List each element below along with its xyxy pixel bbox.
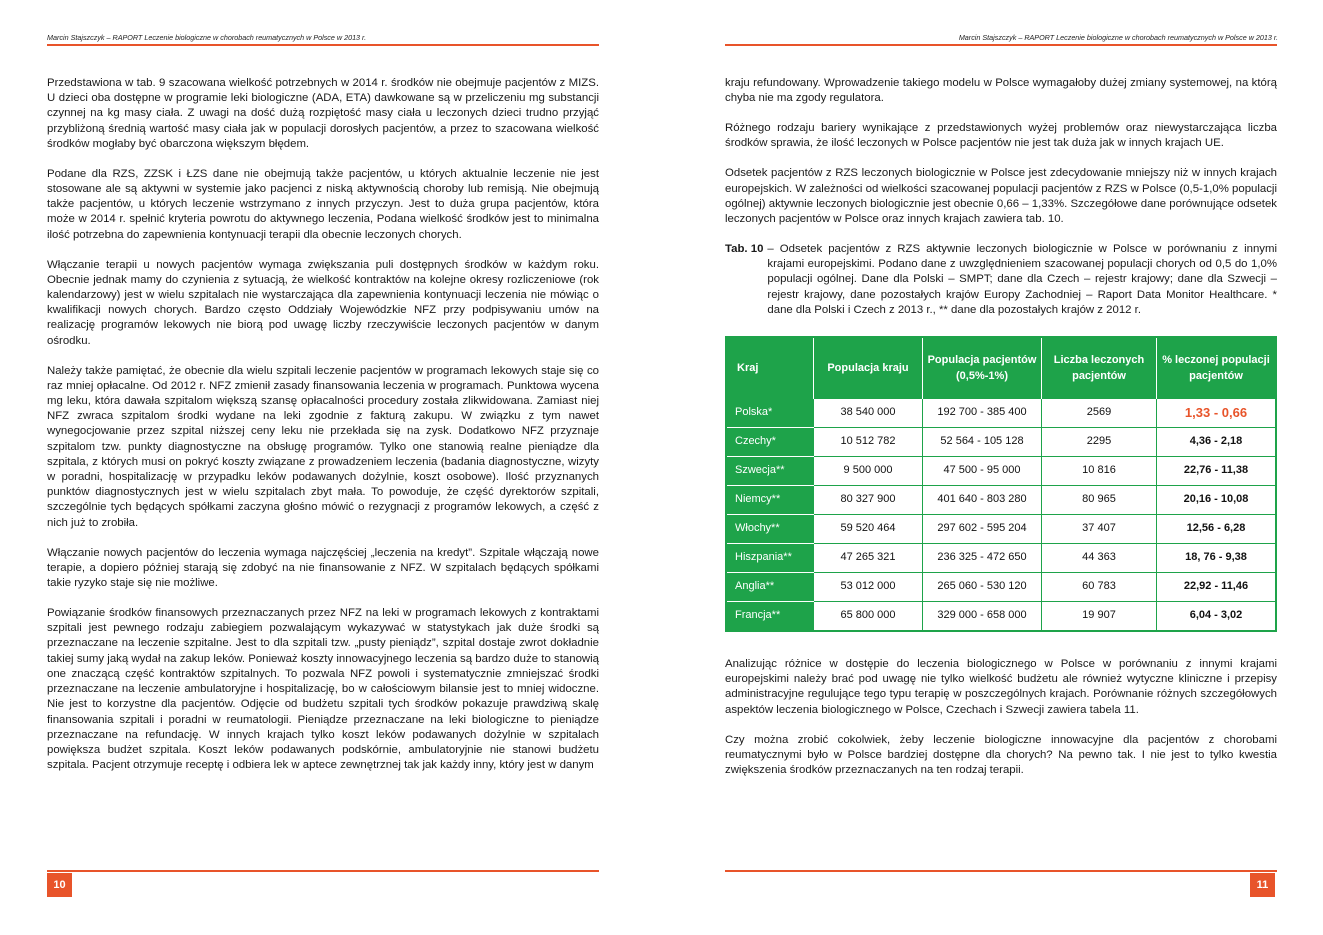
cell-patient-population: 47 500 - 95 000 [923,457,1042,486]
cell-country: Hiszpania** [726,544,814,573]
cell-patient-population: 329 000 - 658 000 [923,602,1042,632]
paragraph: Powiązanie środków finansowych przeznaczanych przez NFZ na leki w programach lekowych z kontraktami szpitali jest pewnego rodzaju zabiegiem pozwalającym wykazywać w statystykach jak duże środki są przeznaczane na leczenie szpitalne. Jest to dla szpitali tzw. „pusty pieniądz”, szpital dostaje zwrot dokładnie takiej sumy jaką wydał na zakup leków. Ponieważ koszty innowacyjnego leczenia są bardzo duże to stanowią one znaczącą część kontraktów szpitalnych. To pozwala NFZ powoli i systematycznie zmniejszać środki przeznaczane na leczenie ambulatoryjne i hospitalizację, bo w całościowym bilansie jest to mniej widoczne. Nie jest to korzystne dla pacjentów. Odjęcie od budżetu szpitali tych środków pokazuje prawdziwą skalę finansowania szpitali i poradni w reumatologii. Pieniądze przeznaczane na leki biologiczne to pieniądze przeznaczane na refundację. W innych krajach tylko koszt leków podawanych dożylnie w szpitalach powiększa budżet szpitala. Koszt leków podawanych podskórnie, ambulatoryjnie nie stanowi budżetu szpitala. Pacjent otrzymuje receptę i odbiera lek w aptece zewnętrznej tak jak każdy inny, który jest w danym [47,607,599,772]
table-row [726,602,1276,632]
footer-rule-right [725,870,1277,872]
header-rule-left [47,44,599,46]
comparison-table [725,336,1277,632]
paragraph: Podane dla RZS, ZZSK i ŁZS dane nie obejmują także pacjentów, u których aktualnie leczenie nie jest stosowane ale są aktywni w systemie jako pacjenci z niską aktywnością choroby lub remisją. Nie obejmują także pacjentów, u których leczenie wstrzymano z innych przyczyn. Jest to duża grupa pacjentów, która może w 2014 r. spełnić kryteria powrotu do aktywnego leczenia, Podana wielkość środków jest to minimalna ilość potrzebna do zapewnienia kontynuacji terapii dla obecnie leczonych chorych. [47,167,599,241]
cell-patient-population: 401 640 - 803 280 [923,486,1042,515]
cell-treated-percent: 12,56 - 6,28 [1157,515,1277,544]
cell-treated-percent: 1,33 - 0,66 [1157,399,1277,428]
table-row [726,486,1276,515]
table-row [726,399,1276,428]
cell-treated-count: 60 783 [1042,573,1157,602]
cell-country: Anglia** [726,573,814,602]
cell-treated-percent: 4,36 - 2,18 [1157,428,1277,457]
paragraph: Przedstawiona w tab. 9 szacowana wielkość potrzebnych w 2014 r. środków nie obejmuje pacjentów z MIZS. U dzieci oba dostępne w programie leki biologiczne (ADA, ETA) dawkowane są w przeliczeniu mg substancji czynnej na kg masy ciała. Z uwagi na dość dużą rozpiętość masy ciała u leczonych dzieci trudno przyjąć przybliżoną średnią wartość masy ciała jak w populacji dorosłych pacjentów, a przez to szacowana wielkość środków mogłaby być obarczona większym błędem. [47,77,599,150]
table-caption-text: – Odsetek pacjentów z RZS aktywnie leczonych biologicznie w Polsce w porównaniu z innymi krajami europejskimi. Podano dane z uwzględnieniem szacowanej populacji chorych od 0,5 do 1,0% populacji ogólnej. Dane dla Polski – SMPT; dane dla Czech – rejestr krajowy; dane dla Szwecji – rejestr krajowy, dane pozostałych krajów Europy Zachodniej – Raport Data Monitor Healthcare. * dane dla Polski i Czech z 2013 r., ** dane dla pozostałych krajów z 2012 r. [767,243,1277,316]
column-header-patient-population: Populacja pacjentów (0,5%-1%) [923,337,1042,399]
paragraph: kraju refundowany. Wprowadzenie takiego modelu w Polsce wymagałoby dużej zmiany systemowej, na którą chyba nie ma zgody regulatora. [725,77,1277,105]
left-page [0,0,661,935]
cell-country: Czechy* [726,428,814,457]
cell-treated-percent: 22,92 - 11,46 [1157,573,1277,602]
cell-patient-population: 52 564 - 105 128 [923,428,1042,457]
cell-treated-count: 2295 [1042,428,1157,457]
table-caption-label: Tab. 10 [725,243,764,256]
cell-population: 59 520 464 [814,515,923,544]
cell-patient-population: 265 060 - 530 120 [923,573,1042,602]
table-row [726,515,1276,544]
right-body-text [725,76,1277,793]
paragraph: Różnego rodzaju bariery wynikające z przedstawionych wyżej problemów oraz niewystarczająca liczba środków sprawia, że ilość leczonych w Polsce pacjentów nie jest tak duża jak w innych krajach UE. [725,122,1277,150]
cell-treated-count: 44 363 [1042,544,1157,573]
table-header-row [726,337,1276,399]
paragraph: Analizując różnice w dostępie do leczenia biologicznego w Polsce w porównaniu z innymi krajami europejskimi należy brać pod uwagę nie tylko wielkość budżetu ale również wytyczne kliniczne i przepisy administracyjne regulujące tego typu terapię w poszczególnych krajach. Porównanie różnych szczegółowych aspektów leczenia biologicznego w Polsce, Czechach i Szwecji zawiera tabela 11. [725,658,1277,716]
paragraph: Włączanie nowych pacjentów do leczenia wymaga najczęściej „leczenia na kredyt”. Szpitale włączają nowe terapie, a dopiero później starają się zdobyć na nie finansowanie z NFZ. W szpitalach będących spółkami takie ryzyko staje się nie możliwe. [47,546,599,590]
cell-treated-count: 10 816 [1042,457,1157,486]
cell-treated-percent: 18, 76 - 9,38 [1157,544,1277,573]
paragraph: Włączanie terapii u nowych pacjentów wymaga zwiększania puli dostępnych środków w każdym roku. Obecnie jednak mamy do czynienia z sytuacją, że wielkość kontraktów na kolejne okresy rozliczeniowe (rok kalendarzowy) jest w wielu szpitalach nie wystarczająca dla zapewnienia kontynuacji leczenia nie mówiąc o kwalifikacji nowych chorych. Bardzo często Oddziały Wojewódzkie NFZ przy podpisywaniu umów na realizację programów lekowych nie biorą pod uwagę liczby rzeczywiście leczonych pacjentów w danym ośrodku. [47,258,599,347]
page-number-left: 10 [47,873,72,897]
cell-treated-count: 2569 [1042,399,1157,428]
right-page [662,0,1323,935]
page-number-right: 11 [1250,873,1275,897]
header-rule-right [725,44,1277,46]
cell-treated-percent: 20,16 - 10,08 [1157,486,1277,515]
cell-treated-count: 37 407 [1042,515,1157,544]
table-row [726,573,1276,602]
cell-patient-population: 297 602 - 595 204 [923,515,1042,544]
paragraph: Należy także pamiętać, że obecnie dla wielu szpitali leczenie pacjentów w programach lekowych staje się co raz mniej opłacalne. Od 2012 r. NFZ zmienił zasady finansowania leczenia w programach. Punktowa wycena mg leku, która dawała szpitalom większą szansę opłacalności procedury została zlikwidowana. Zamiast niej NFZ zwraca szpitalom środki wydane na leki zgodnie z fakturą zakupu. W związku z tym nawet wynegocjowanie przez szpital niższej ceny leku nie przekłada się na zysk. Dodatkowo NFZ przyznaje szpitalom tzw. punkty diagnostyczne na obsługę programów. Tylko one stanowią realne pieniądze dla szpitala, z których musi on pokryć koszty związane z prowadzeniem leczenia (badania diagnostyczne, wizyty w poradni, hospitalizację w przypadku leków podawanych dożylnie, koszt osobowe). Ilość przyznanych punktów diagnostycznych jest w wielu szpitalach zbyt mała. To powoduje, że część dyrektorów szpitali, szczególnie tych będących spółkami zaczyna głośno mówić o rezygnacji z programów lekowych, a część z nich już to zrobiła. [47,364,599,529]
column-header-treated-percent: % leczonej populacji pacjentów [1157,337,1277,399]
cell-country: Szwecja** [726,457,814,486]
cell-population: 53 012 000 [814,573,923,602]
table-row [726,457,1276,486]
cell-treated-percent: 22,76 - 11,38 [1157,457,1277,486]
running-header-right: Marcin Stajszczyk – RAPORT Leczenie biologiczne w chorobach reumatycznych w Polsce w 2013 r. [958,33,1278,42]
cell-population: 38 540 000 [814,399,923,428]
cell-treated-percent: 6,04 - 3,02 [1157,602,1277,632]
cell-patient-population: 236 325 - 472 650 [923,544,1042,573]
cell-country: Niemcy** [726,486,814,515]
cell-population: 10 512 782 [814,428,923,457]
column-header-country: Kraj [726,337,814,399]
left-body-text [47,76,599,788]
cell-treated-count: 80 965 [1042,486,1157,515]
cell-patient-population: 192 700 - 385 400 [923,399,1042,428]
table-caption [725,242,1277,318]
paragraph: Czy można zrobić cokolwiek, żeby leczenie biologiczne innowacyjne dla pacjentów z chorobami reumatycznymi było w Polsce bardziej dostępne dla chorych? Na pewno tak. I nie jest to tylko kwestia zwiększenia środków przeznaczanych na ten rodzaj terapii. [725,733,1277,777]
table-row [726,544,1276,573]
running-header-left: Marcin Stajszczyk – RAPORT Leczenie biologiczne w chorobach reumatycznych w Polsce w 2013 r. [47,33,367,42]
cell-treated-count: 19 907 [1042,602,1157,632]
cell-population: 80 327 900 [814,486,923,515]
paragraph: Odsetek pacjentów z RZS leczonych biologicznie w Polsce jest zdecydowanie mniejszy niż w innych krajach europejskich. W zależności od wielkości szacowanej populacji pacjentów z RZS w Polsce (0,5-1,0% populacji ogólnej) aktywnie leczonych biologicznie jest obecnie 0,66 – 1,33%. Szczegółowe dane porównujące odsetek leczonych pacjentów w Polsce oraz innych krajach zawiera tab. 10. [725,167,1277,226]
cell-country: Polska* [726,399,814,428]
column-header-treated-count: Liczba leczonych pacjentów [1042,337,1157,399]
footer-rule-left [47,870,599,872]
cell-population: 9 500 000 [814,457,923,486]
cell-country: Francja** [726,602,814,632]
column-header-population: Populacja kraju [814,337,923,399]
cell-country: Włochy** [726,515,814,544]
table-row [726,428,1276,457]
cell-population: 65 800 000 [814,602,923,632]
cell-population: 47 265 321 [814,544,923,573]
